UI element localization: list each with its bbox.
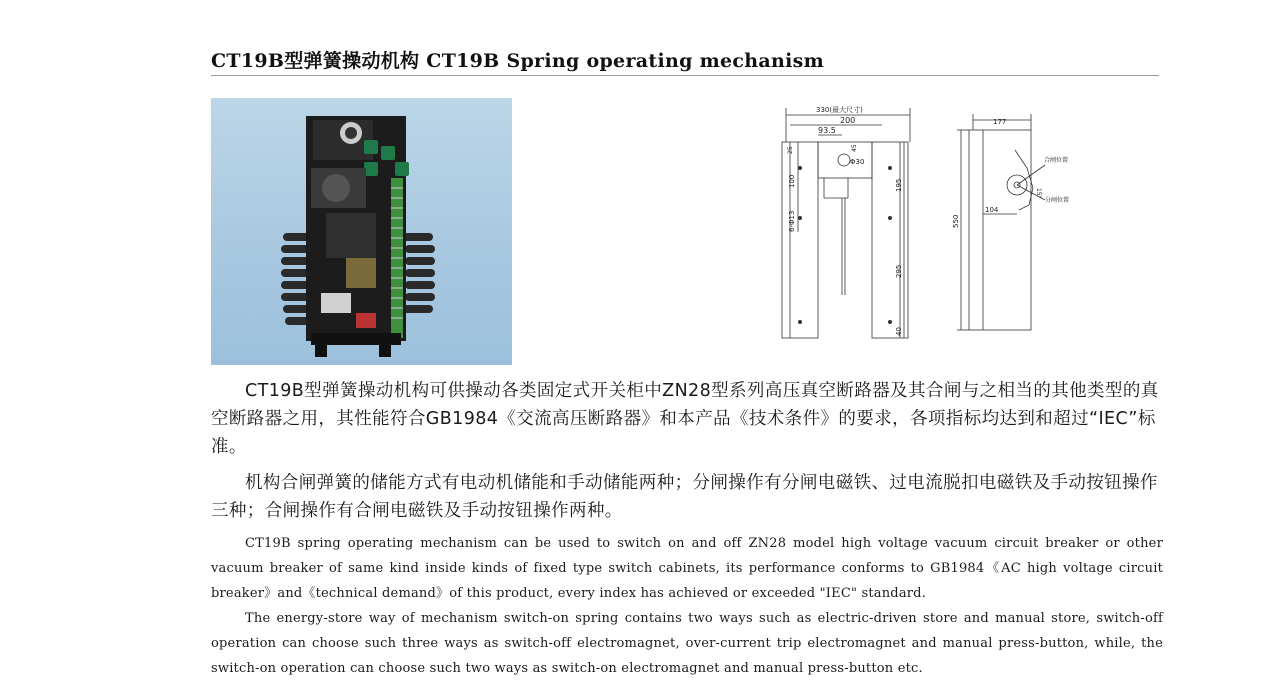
dim-550-label: 550 <box>952 214 960 228</box>
dim-104-label: 104 <box>985 206 999 214</box>
dim-total-label: 330(最大尺寸) <box>816 106 863 114</box>
dim-177-label: 177 <box>993 118 1007 126</box>
en-paragraph-2 <box>211 606 1163 681</box>
page-title: CT19B型弹簧操动机构 CT19B Spring operating mechanism <box>211 50 824 72</box>
dim-25-label: 25 <box>787 146 794 154</box>
cn-paragraph-1 <box>211 377 1161 461</box>
dim-200-label: 200 <box>840 116 856 125</box>
dim-100-label: 100 <box>788 174 796 188</box>
en-paragraph-1 <box>211 531 1163 606</box>
dim-40-label: 40 <box>895 327 903 336</box>
dim-angle-label: 15° <box>1035 188 1042 199</box>
dim-195-label: 195 <box>895 178 903 192</box>
front-view-drawing <box>770 100 920 345</box>
dim-93-5-label: 93.5 <box>818 126 836 135</box>
cn-paragraph-2 <box>211 469 1161 525</box>
dim-6-phi13-label: 6-Φ13 <box>788 210 796 232</box>
dim-45-label: 45 <box>851 144 858 152</box>
dim-295-label: 295 <box>895 264 903 278</box>
product-photo <box>211 98 512 365</box>
cn-paragraph-2-text: 机构合闸弹簧的储能方式有电动机储能和手动储能两种；分闸操作有分闸电磁铁、过电流脱扣电磁铁及手动按钮操作三种；合闸操作有合闸电磁铁及手动按钮操作两种。 <box>211 473 1158 521</box>
en-paragraph-2-text: The energy-store way of mechanism switch-on spring contains two ways such as electric-driven store and manual store, switch-off operation can choose such three ways as switch-off electromagnet, over-current trip electromagnet and manual press-button, while, the switch-on operation can choose such two ways as switch-on electromagnet and manual press-button etc. <box>211 611 1163 676</box>
cn-paragraph-1-text: CT19B型弹簧操动机构可供操动各类固定式开关柜中ZN28型系列高压真空断路器及其合闸与之相当的其他类型的真空断路器之用，其性能符合GB1984《交流高压断路器》和本产品《技术条件》的要求，各项指标均达到和超过“IEC”标准。 <box>211 381 1159 457</box>
title-divider <box>211 75 1159 76</box>
side-view-drawing <box>945 110 1085 340</box>
closed-position-label: 合闸位置 <box>1044 157 1069 164</box>
dim-phi30-label: Φ30 <box>850 158 865 166</box>
en-paragraph-1-text: CT19B spring operating mechanism can be used to switch on and off ZN28 model high voltage vacuum circuit breaker or other vacuum breaker of same kind inside kinds of fixed type switch cabinets, its performance conforms to GB1984《AC high voltage circuit breaker》and《technical demand》of this product, every index has achieved or exceeded "IEC" standard. <box>211 536 1163 601</box>
open-position-label: 分闸位置 <box>1045 197 1070 204</box>
